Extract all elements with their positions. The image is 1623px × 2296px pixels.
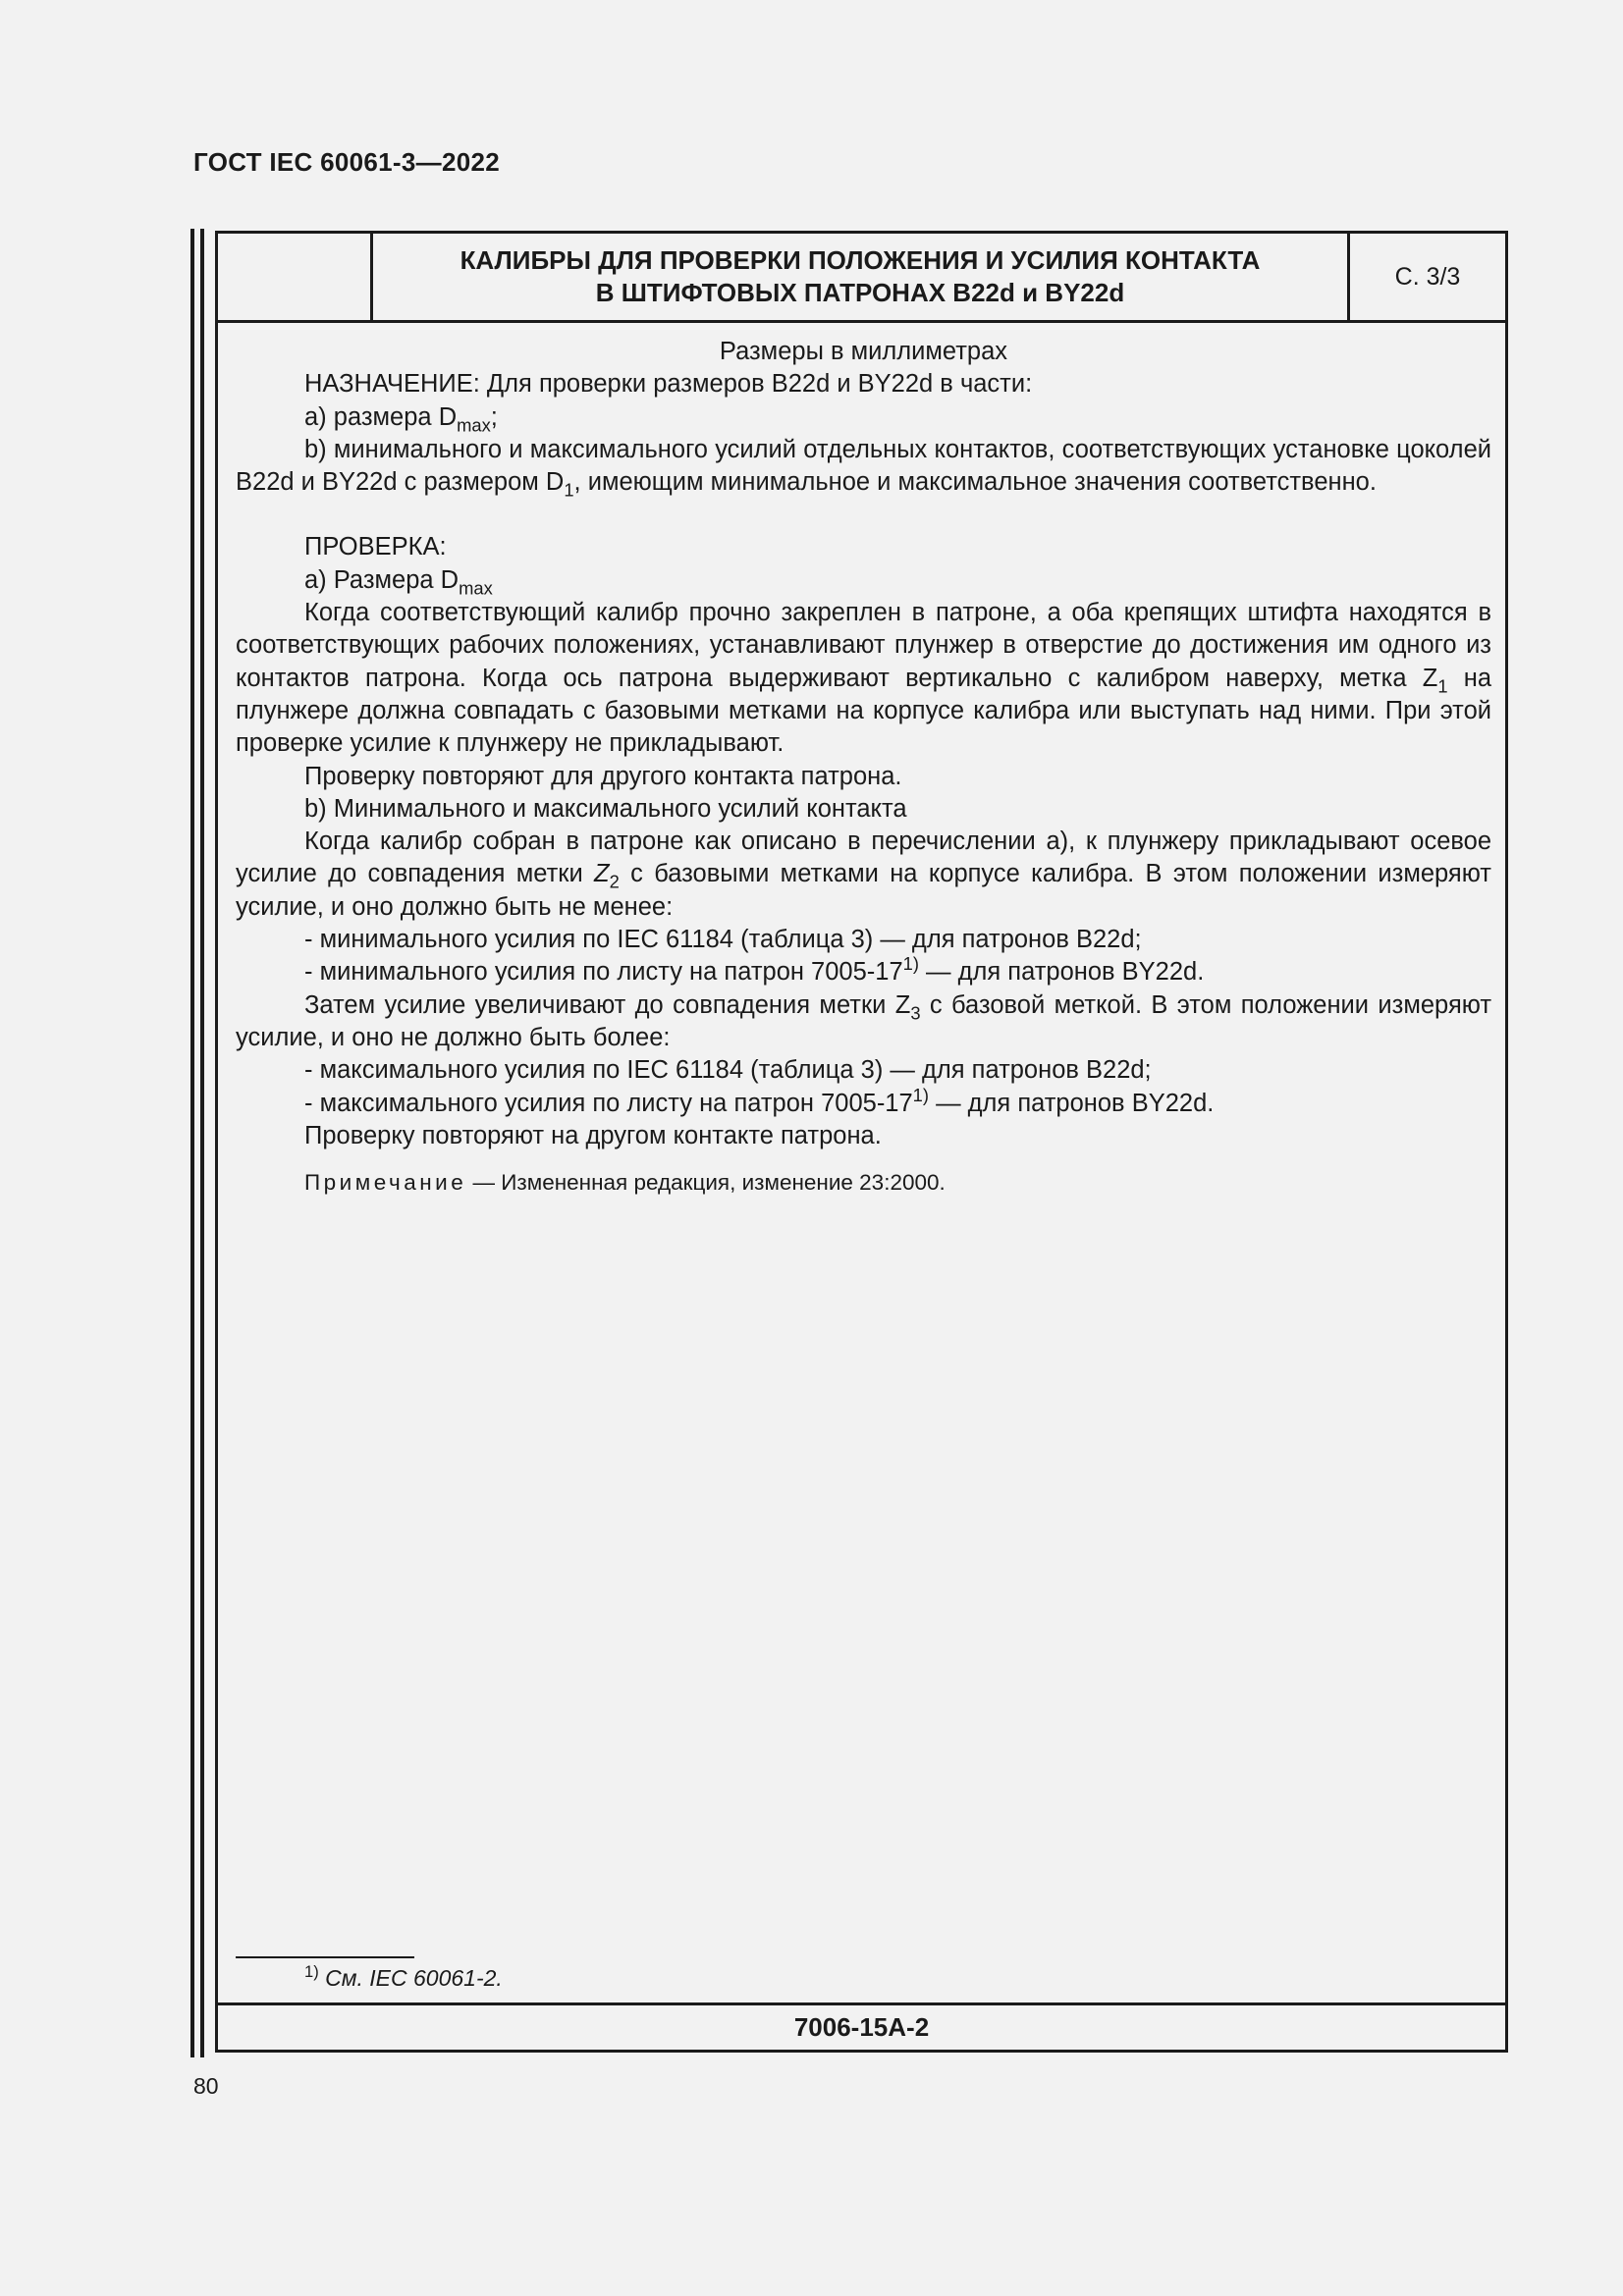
note	[236, 1166, 1491, 1199]
check-paragraph-3: Когда калибр собран в патроне как описано в перечислении a), к плунжеру прикладывают осевое усилие до совпадения метки $Z_2$ с базовыми метками на корпусе калибра. В этом положении измеряют усилие, и оно должно быть не менее:	[236, 828, 1491, 921]
sheet-header	[218, 234, 1505, 323]
footnote-ref: 1)	[902, 953, 919, 975]
footnote-ref: 1)	[912, 1084, 929, 1105]
header-empty-cell	[218, 234, 373, 320]
purpose-heading: НАЗНАЧЕНИЕ: Для проверки размеров B22d и BY22d в части:	[304, 370, 1033, 399]
sheet-number: С. 3/3	[1394, 262, 1461, 291]
check-item-a: a) Размера $D_{max}$	[304, 565, 493, 599]
footnote-text: См. IEC 60061-2.	[325, 1965, 503, 1991]
sheet-body	[236, 336, 1491, 1199]
footnote	[304, 1961, 503, 1992]
check-paragraph-4: Затем усилие увеличивают до совпадения метки $Z_3$ с базовой меткой. В этом положении измеряют усилие, и оно не должно быть более:	[236, 990, 1491, 1051]
margin-line-outer	[190, 229, 194, 2057]
min-force-item-1: - минимального усилия по IEC 61184 (таблица 3) — для патронов B22d;	[304, 926, 1142, 954]
document-id: ГОСТ IEC 60061-3—2022	[193, 147, 500, 177]
max-force-item-2: - максимального усилия по листу на патрон 7005-17$^{1)}$ — для патронов BY22d.	[304, 1084, 1215, 1117]
check-paragraph-5: Проверку повторяют на другом контакте патрона.	[304, 1121, 882, 1149]
sheet-title-line2: В ШТИФТОВЫХ ПАТРОНАХ B22d и BY22d	[595, 278, 1125, 307]
purpose-item-a: a) размера $D_{max}$;	[304, 402, 498, 436]
check-paragraph-1: Когда соответствующий калибр прочно закреплен в патроне, а оба крепящих штифта находятся в соответствующих рабочих положениях, устанавливают плунжер в отверстие до достижения им одного из контактов патрона. Когда ось патрона выдерживают вертикально с калибром наверху, метка $Z_1$ на плунжере должна совпадать с базовыми метками на корпусе калибра или выступать над ними. При этой проверке усилие к плунжеру не прикладывают.	[236, 599, 1492, 758]
note-label: Примечание	[304, 1170, 467, 1196]
check-item-b: b) Минимального и максимального усилий контакта	[304, 794, 907, 823]
sheet-title-line1: КАЛИБРЫ ДЛЯ ПРОВЕРКИ ПОЛОЖЕНИЯ И УСИЛИЯ КОНТАКТА	[460, 245, 1261, 275]
footnote-rule	[236, 1956, 414, 1958]
sheet-footer-code: 7006-15A-2	[218, 2002, 1505, 2050]
max-force-item-1: - максимального усилия по IEC 61184 (таблица 3) — для патронов B22d;	[304, 1056, 1152, 1085]
standard-sheet-frame	[215, 231, 1508, 2053]
footnote-mark: 1)	[304, 1961, 319, 1981]
margin-line-inner	[200, 229, 204, 2057]
min-force-item-2: - минимального усилия по листу на патрон 7005-17$^{1)}$ — для патронов BY22d.	[304, 953, 1205, 987]
purpose-item-b: b) минимального и максимального усилий отдельных контактов, соответствующих установке цоколей B22d и BY22d с размером $D_1$, имеющим минимальное и максимальное значения соответственно.	[236, 435, 1491, 501]
check-heading: ПРОВЕРКА:	[304, 533, 447, 561]
note-text: — Измененная редакция, изменение 23:2000.	[466, 1170, 946, 1196]
page-number: 80	[193, 2073, 219, 2099]
check-paragraph-2: Проверку повторяют для другого контакта патрона.	[304, 762, 902, 790]
units-note: Размеры в миллиметрах	[719, 338, 1008, 365]
sheet-title	[373, 234, 1350, 320]
